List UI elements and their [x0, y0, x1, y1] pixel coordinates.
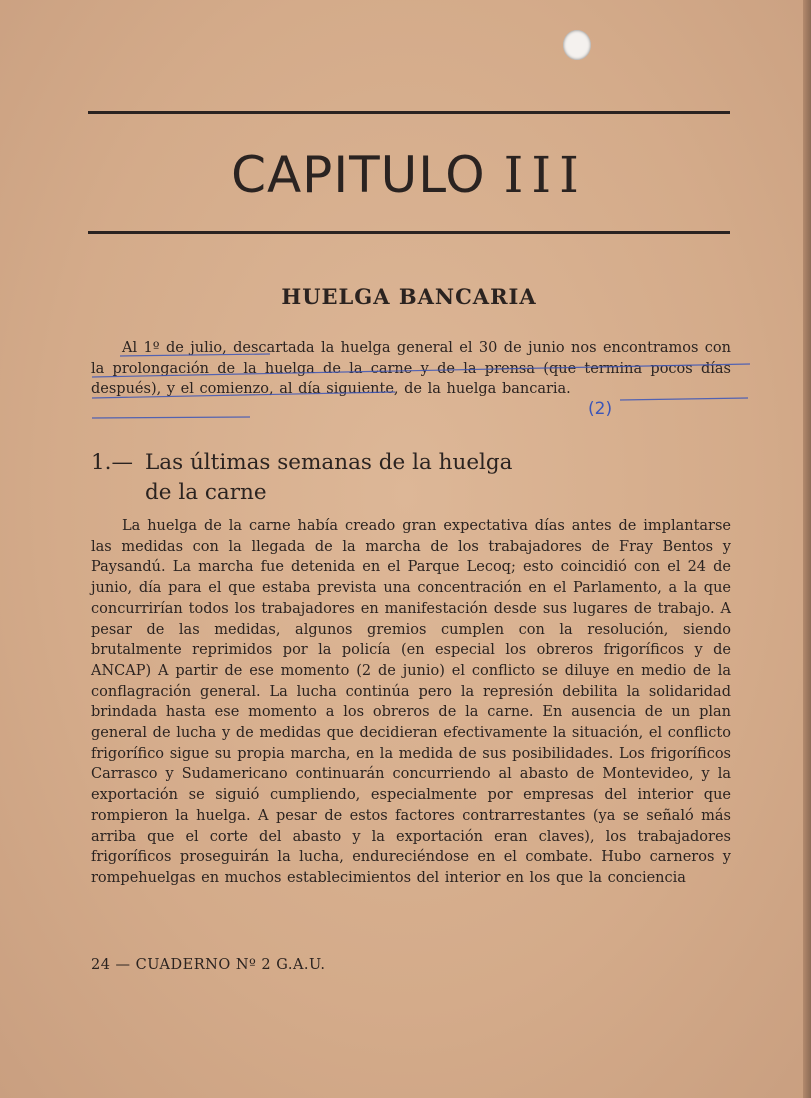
- section-heading: [91, 448, 731, 508]
- section-title-line2: de la carne: [145, 480, 267, 505]
- underline-stroke: [92, 364, 750, 377]
- underline-stroke: [92, 392, 395, 398]
- underline-stroke: [92, 417, 250, 418]
- page-title: HUELGA BANCARIA: [281, 284, 537, 309]
- section-title-line1: Las últimas semanas de la huelga: [145, 450, 513, 475]
- chapter-number: III: [503, 146, 587, 204]
- chapter-word: CAPITULO: [231, 146, 486, 204]
- body-paragraph: La huelga de la carne había creado gran expectativa días antes de implantarse las medidas con la llegada de la marcha de los trabajadores de Fray Bentos y Paysandú. La marcha fue detenida en el Parque Lecoq; esto coincidió con el 24 de junio, día para el que estaba prevista una concentración en el Parlamento, a la que concurrirían todos los trabajadores en manifestación desde sus lugares de trabajo. A pesar de las medidas, algunos gremios cumplen con la resolución, siendo brutalmente reprimidos por la policía (en especial los obreros frigoríficos y de ANCAP) A partir de ese momento (2 de junio) el conflicto se diluye en medio de la conflagración general. La lucha continúa pero la represión debilita la solidaridad brindada hasta ese momento a los obreros de la carne. En ausencia de un plan general de lucha y de medidas que decidieran efectivamente la situación, el conflicto frigorífico sigue su propia marcha, en la medida de sus posibilidades. Los frigoríficos Carrasco y Sudamericano continuarán concurriendo al abasto de Montevideo, y la exportación se siguió cumpliendo, especialmente por empresas del interior que rompieron la huelga. A pesar de estos factores contrarrestantes (ya se señaló más arriba que el corte del abasto y la exportación eran claves), los trabajadores frigoríficos proseguirán la lucha, endureciéndose en el combate. Hubo carneros y rompehuelgas en muchos establecimientos del interior en los que la conciencia: [91, 518, 731, 886]
- section-number: 1.—: [91, 450, 134, 475]
- intro-paragraph: Al 1º de julio, descartada la huelga general el 30 de junio nos encontramos con la prolongación de la huelga de la carne y de la prensa (que termina pocos días después), y el comienzo, al día siguiente, de la huelga bancaria.: [91, 340, 731, 398]
- margin-annotation: (2): [588, 399, 613, 419]
- page-footer: 24 — CUADERNO Nº 2 G.A.U.: [91, 957, 326, 973]
- underline-stroke: [620, 398, 748, 400]
- underline-stroke: [120, 354, 270, 356]
